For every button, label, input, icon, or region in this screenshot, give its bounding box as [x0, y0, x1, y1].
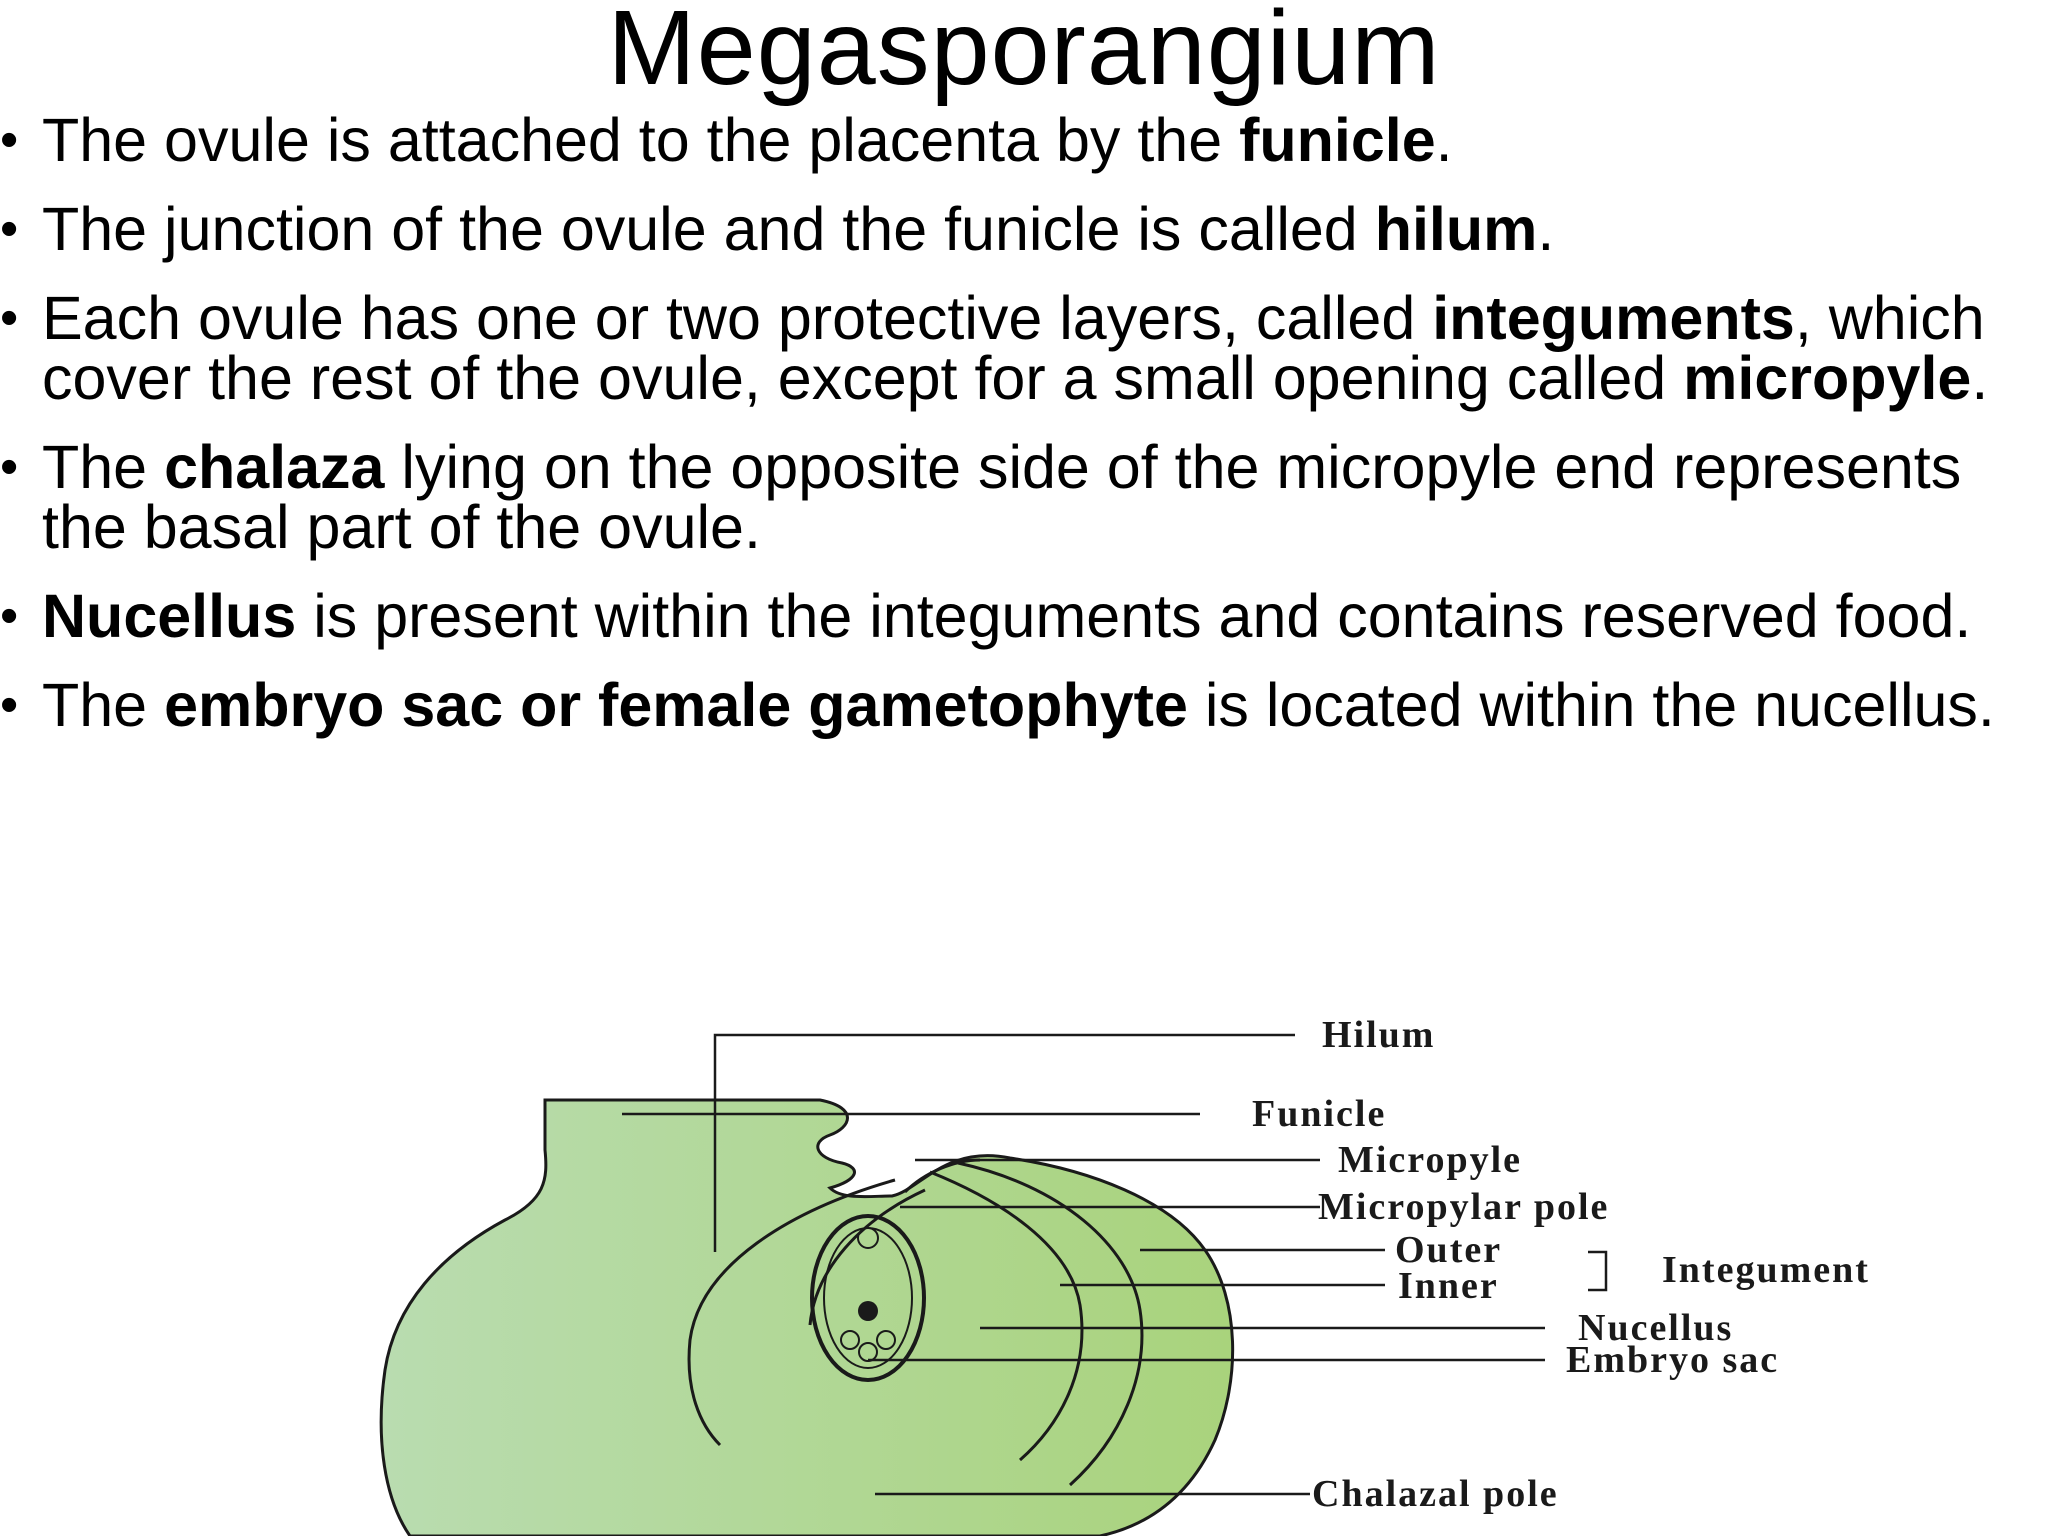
- bullet-item: [0, 582, 2020, 650]
- bullet-text: The: [42, 433, 165, 501]
- polar-nucleus: [858, 1301, 878, 1321]
- label-inner: Inner: [1398, 1265, 1499, 1307]
- bold-term: chalaza: [164, 433, 385, 501]
- bullet-text: , which cover the rest of the ovule, except for a small opening called: [42, 284, 1985, 412]
- integument-bracket: [1588, 1252, 1606, 1290]
- label-outer: Outer: [1395, 1229, 1503, 1271]
- bullet-text: is present within the integuments and contains reserved food.: [296, 582, 1972, 650]
- bullet-text: The: [42, 671, 165, 739]
- bullet-item: [0, 106, 2020, 174]
- label-chalazal-pole: Chalazal pole: [1312, 1473, 1559, 1515]
- bullet-text: lying on the opposite side of the micropyle end represents the basal part of the ovule.: [42, 433, 1962, 561]
- bullet-text: Each ovule has one or two protective layers, called: [42, 284, 1433, 352]
- bold-term: funicle: [1239, 106, 1436, 174]
- label-nucellus: Nucellus: [1578, 1307, 1734, 1349]
- slide-title: Megasporangium: [607, 0, 1441, 107]
- label-funicle: Funicle: [1252, 1093, 1387, 1135]
- label-micropyle: Micropyle: [1338, 1139, 1523, 1181]
- ovule-body: [381, 1100, 1232, 1536]
- bullet-item: [0, 195, 2020, 263]
- bullet-text: .: [1971, 344, 1989, 412]
- bullet-text: .: [1435, 106, 1453, 174]
- label-micropylar-pole: Micropylar pole: [1318, 1186, 1610, 1228]
- bullet-text: The junction of the ovule and the funicle is called: [42, 195, 1375, 263]
- bold-term: micropyle: [1683, 344, 1972, 412]
- label-integument: Integument: [1662, 1249, 1870, 1291]
- bullet-item: [0, 433, 2020, 561]
- bullet-item: [0, 671, 2020, 739]
- bullet-text: The ovule is attached to the placenta by the: [42, 106, 1240, 174]
- bullet-text: is located within the nucellus.: [1187, 671, 1995, 739]
- bold-term: integuments: [1432, 284, 1795, 352]
- bullet-text: .: [1537, 195, 1555, 263]
- bold-term: Nucellus: [42, 582, 297, 650]
- bold-term: embryo sac or female gametophyte: [164, 671, 1188, 739]
- bullet-list: [0, 106, 2020, 764]
- label-embryo-sac: Embryo sac: [1566, 1339, 1780, 1381]
- ovule-diagram: [370, 1000, 2040, 1536]
- bullet-item: [0, 284, 2020, 412]
- bold-term: hilum: [1374, 195, 1538, 263]
- label-hilum: Hilum: [1322, 1014, 1436, 1056]
